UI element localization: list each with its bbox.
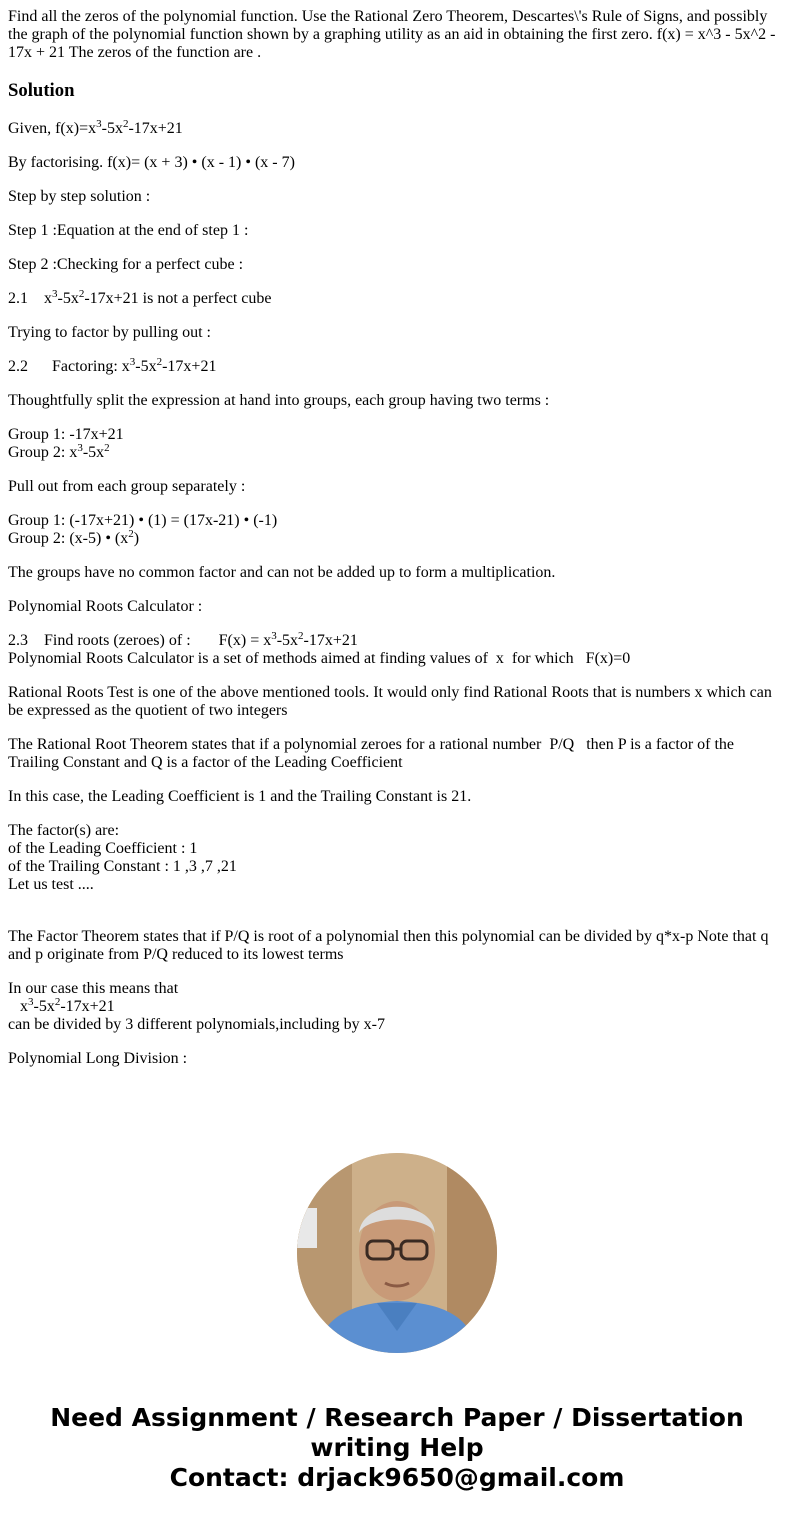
question-text: Find all the zeros of the polynomial function. Use the Rational Zero Theorem, Descartes\'s Rule of Signs, and possibly the graph of the polynomial function shown by a graphing utility as an aid in obtaining the first zero. f(x) = x^3 - 5x^2 - 17x + 21 The zeros of the function are .	[8, 8, 776, 61]
factor-theorem-line: The Factor Theorem states that if P/Q is root of a polynomial then this polynomial can be divided by q*x-p Note that q and p originate from P/Q reduced to its lowest terms	[8, 928, 769, 963]
factors-block: The factor(s) are: of the Leading Coefficient : 1 of the Trailing Constant : 1 ,3 ,7 ,21 Let us test ....	[8, 822, 237, 893]
our-case-block: In our case this means that $x^3-5x^2-17x+21$ can be divided by 3 different polynomials,including by x-7	[8, 980, 385, 1033]
banner-contact: Contact: drjack9650@gmail.com	[169, 1463, 625, 1492]
groups-block: Group 1: -17x+21 Group 2: $x^3-5x^2$	[8, 426, 124, 461]
banner-line-2: writing Help	[310, 1433, 484, 1462]
trying-line: Trying to factor by pulling out :	[8, 324, 211, 341]
this-case-line: In this case, the Leading Coefficient is 1 and the Trailing Constant is 21.	[8, 788, 472, 805]
split-line: Thoughtfully split the expression at hand into groups, each group having two terms :	[8, 392, 550, 409]
avatar-portrait	[297, 1153, 497, 1353]
banner-line-1: Need Assignment / Research Paper / Dissertation	[50, 1403, 744, 1432]
given-line: Given, $f(x)=x^3-5x^2-17x+21$	[8, 118, 183, 137]
rational-test-line: Rational Roots Test is one of the above mentioned tools. It would only find Rational Roots that is numbers x which can be expressed as the quotient of two integers	[8, 684, 772, 719]
theorem-line: The Rational Root Theorem states that if a polynomial zeroes for a rational number P/Q then P is a factor of the Trailing Constant and Q is a factor of the Leading Coefficient	[8, 736, 738, 771]
promo-banner	[0, 1403, 794, 1493]
document-body	[8, 8, 780, 1084]
author-avatar	[297, 1153, 497, 1353]
step-by-step-label: Step by step solution :	[8, 188, 151, 205]
pull-out-line: Pull out from each group separately :	[8, 478, 246, 495]
calculator-heading: Polynomial Roots Calculator :	[8, 598, 203, 615]
step-2-3-block: 2.3 Find roots (zeroes) of : $F(x) = x^3-5x^2-17x+21$ Polynomial Roots Calculator is a set of methods aimed at finding values of x for which F(x)=0	[8, 630, 631, 667]
step-2-2-line: 2.2 Factoring: $x^3-5x^2-17x+21$	[8, 356, 217, 375]
step-2-1-line: 2.1 $x^3-5x^2-17x+21$ is not a perfect cube	[8, 288, 272, 307]
step1-line: Step 1 :Equation at the end of step 1 :	[8, 222, 249, 239]
long-division-label: Polynomial Long Division :	[8, 1050, 188, 1067]
groups-pulled-block: Group 1: (-17x+21) • (1) = (17x-21) • (-1) Group 2: (x-5) • $(x^2)$	[8, 512, 278, 547]
factorising-line: By factorising. f(x)= (x + 3) • (x - 1) • (x - 7)	[8, 154, 295, 171]
no-common-line: The groups have no common factor and can not be added up to form a multiplication.	[8, 564, 556, 581]
step2-line: Step 2 :Checking for a perfect cube :	[8, 256, 244, 273]
solution-heading: Solution	[8, 80, 75, 101]
